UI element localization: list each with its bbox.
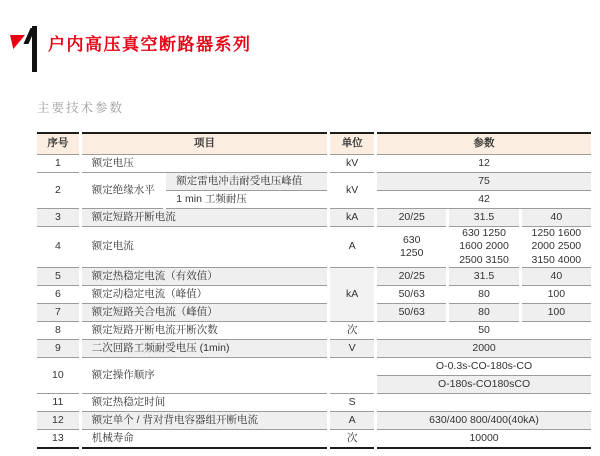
- value-line: 630 1250: [462, 227, 506, 240]
- cell-item: 额定动稳定电流（峰值）: [82, 286, 328, 304]
- cell-value: 2000: [377, 340, 591, 358]
- cell-unit: 次: [330, 322, 374, 340]
- cell-no: 10: [37, 358, 79, 394]
- cell-no: 12: [37, 412, 79, 430]
- cell-unit: kV: [330, 155, 374, 173]
- cell-value: [449, 227, 518, 268]
- cell-item: 额定绝缘水平: [82, 173, 164, 209]
- cell-subitem: 1 min 工频耐压: [166, 191, 327, 209]
- value-line: 630: [402, 233, 421, 246]
- table-row: [37, 322, 591, 340]
- cell-value: 100: [522, 304, 591, 322]
- red-triangle-icon: [10, 35, 25, 49]
- cell-value: 20/25: [377, 268, 446, 286]
- table-row: [37, 394, 591, 412]
- cell-value: 20/25: [377, 209, 446, 227]
- black-bar-icon: [32, 26, 37, 72]
- technical-parameters-table: [34, 132, 594, 449]
- cell-no: 8: [37, 322, 79, 340]
- col-header-params: 参数: [377, 132, 591, 155]
- cell-no: 4: [37, 227, 79, 268]
- cell-subitem: 额定雷电冲击耐受电压峰值: [166, 173, 327, 191]
- cell-no: 9: [37, 340, 79, 358]
- cell-value: 100: [522, 286, 591, 304]
- cell-no: 2: [37, 173, 79, 209]
- table-row: [37, 340, 591, 358]
- cell-no: 5: [37, 268, 79, 286]
- cell-item: 额定短路开断电流开断次数: [82, 322, 328, 340]
- cell-unit: 次: [330, 430, 374, 449]
- table-row: [37, 412, 591, 430]
- col-header-no: 序号: [37, 132, 79, 155]
- table-row: [37, 227, 591, 268]
- cell-value: O-180s-CO180sCO: [377, 376, 591, 394]
- table-row: [37, 358, 591, 376]
- cell-item: 额定热稳定电流（有效值）: [82, 268, 328, 286]
- cell-no: 1: [37, 155, 79, 173]
- cell-value: 12: [377, 155, 591, 173]
- cell-unit: S: [330, 394, 374, 412]
- table-row: [37, 268, 591, 286]
- cell-item: 额定电流: [82, 227, 328, 268]
- col-header-unit: 单位: [330, 132, 374, 155]
- cell-item: 额定热稳定时间: [82, 394, 328, 412]
- value-line: 3150 4000: [531, 253, 582, 266]
- cell-unit: A: [330, 227, 374, 268]
- cell-unit: [330, 358, 374, 394]
- cell-value: 630/400 800/400(40kA): [377, 412, 591, 430]
- cell-value: [377, 394, 591, 412]
- cell-no: 3: [37, 209, 79, 227]
- cell-no: 11: [37, 394, 79, 412]
- cell-unit: V: [330, 340, 374, 358]
- cell-item: 额定电压: [82, 155, 328, 173]
- value-line: 2500 3150: [459, 253, 509, 266]
- cell-value: 50/63: [377, 304, 446, 322]
- table-row: [37, 304, 591, 322]
- cell-item: 额定短路开断电流: [82, 209, 328, 227]
- cell-value: 31.5: [449, 268, 518, 286]
- cell-value: O-0.3s-CO-180s-CO: [377, 358, 591, 376]
- cell-value: 40: [522, 268, 591, 286]
- cell-item: 额定操作顺序: [82, 358, 328, 394]
- table-row: [37, 173, 591, 191]
- cell-value: 80: [449, 304, 518, 322]
- cell-unit: kA: [330, 209, 374, 227]
- value-line: 2000 2500: [531, 240, 582, 253]
- value-line: 1250 1600: [531, 227, 582, 240]
- table-row: [37, 286, 591, 304]
- cell-value: 75: [377, 173, 591, 191]
- cell-no: 13: [37, 430, 79, 449]
- cell-item: 二次回路工频耐受电压 (1min): [82, 340, 328, 358]
- cell-value: 40: [522, 209, 591, 227]
- section-title: 主要技术参数: [37, 101, 125, 115]
- cell-value: 10000: [377, 430, 591, 449]
- cell-value: 31.5: [449, 209, 518, 227]
- cell-unit: A: [330, 412, 374, 430]
- cell-value: [377, 227, 446, 268]
- cell-value: 50: [377, 322, 591, 340]
- brand-mark-icon: [8, 26, 42, 72]
- cell-no: 6: [37, 286, 79, 304]
- cell-value: [522, 227, 591, 268]
- cell-unit: kA: [330, 268, 374, 322]
- cell-value: 42: [377, 191, 591, 209]
- table-header-row: [37, 132, 591, 155]
- cell-no: 7: [37, 304, 79, 322]
- cell-item: 额定单个 / 背对背电容器组开断电流: [82, 412, 328, 430]
- col-header-item: 项目: [82, 132, 328, 155]
- table-row: [37, 209, 591, 227]
- cell-item: 机械寿命: [82, 430, 328, 449]
- cell-item: 额定短路关合电流（峰值）: [82, 304, 328, 322]
- cell-unit: kV: [330, 173, 374, 209]
- cell-value: 80: [449, 286, 518, 304]
- page-title: 户内高压真空断路器系列: [48, 35, 252, 54]
- table-row: [37, 430, 591, 449]
- cell-value: 50/63: [377, 286, 446, 304]
- value-line: 1250: [400, 247, 424, 259]
- table-row: [37, 155, 591, 173]
- value-line: 1600 2000: [459, 240, 509, 253]
